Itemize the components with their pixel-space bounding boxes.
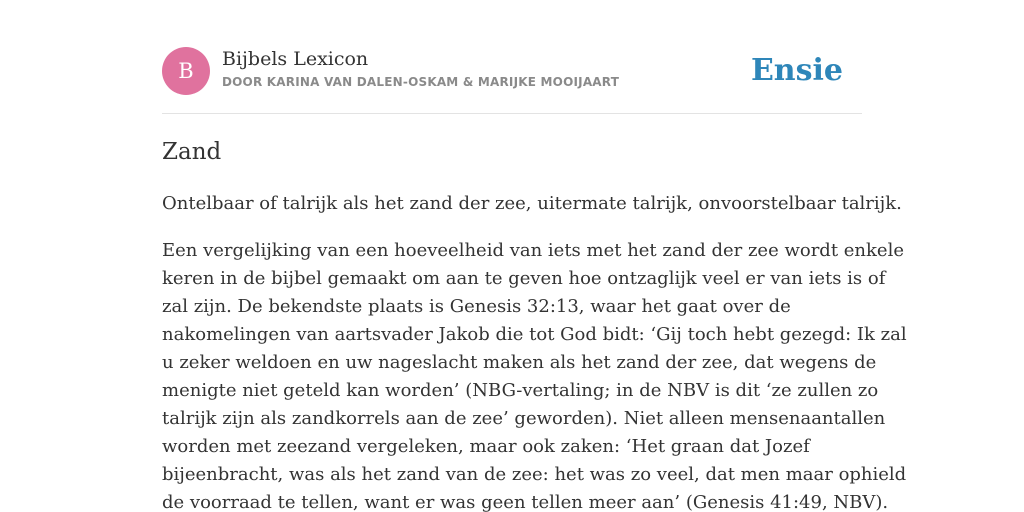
body-line: bijeenbracht, was als het zand van de zee: het was zo veel, dat men maar ophield: [162, 464, 907, 485]
lexicon-title-link[interactable]: Bijbels Lexicon: [222, 48, 369, 70]
body-line: zal zijn. De bekendste plaats is Genesis 32:13, waar het gaat over de: [162, 296, 791, 317]
body-line: worden met zeezand vergeleken, maar ook zaken: ‘Het graan dat Jozef: [162, 436, 810, 457]
body-line: u zeker weldoen en uw nageslacht maken als het zand der zee, dat wegens de: [162, 352, 877, 373]
lexicon-authors: DOOR KARINA VAN DALEN-OSKAM & MARIJKE MOOIJAART: [222, 75, 620, 89]
body-line: nakomelingen van aartsvader Jakob die tot God bidt: ‘Gij toch hebt gezegd: Ik zal: [162, 324, 907, 345]
lexicon-avatar[interactable]: B: [162, 47, 210, 95]
body-line: de voorraad te tellen, want er was geen tellen meer aan’ (Genesis 41:49, NBV).: [162, 492, 889, 512]
body-line: Een vergelijking van een hoeveelheid van iets met het zand der zee wordt enkele: [162, 240, 904, 261]
article-title: Zand: [162, 139, 222, 165]
ensie-logo[interactable]: Ensie: [750, 53, 843, 88]
body-line: talrijk zijn als zandkorrels aan de zee’ geworden). Niet alleen mensenaantallen: [162, 408, 886, 429]
body-line: menigte niet geteld kan worden’ (NBG-vertaling; in de NBV is dit ‘ze zullen zo: [162, 380, 879, 401]
article: [162, 136, 907, 512]
lexicon-header: [162, 47, 862, 95]
header-divider: [162, 113, 862, 114]
article-definition: Ontelbaar of talrijk als het zand der zee, uitermate talrijk, onvoorstelbaar talrijk.: [162, 193, 902, 214]
body-line: keren in de bijbel gemaakt om aan te geven hoe ontzaglijk veel er van iets is of: [162, 268, 886, 289]
article-body: [162, 237, 907, 512]
